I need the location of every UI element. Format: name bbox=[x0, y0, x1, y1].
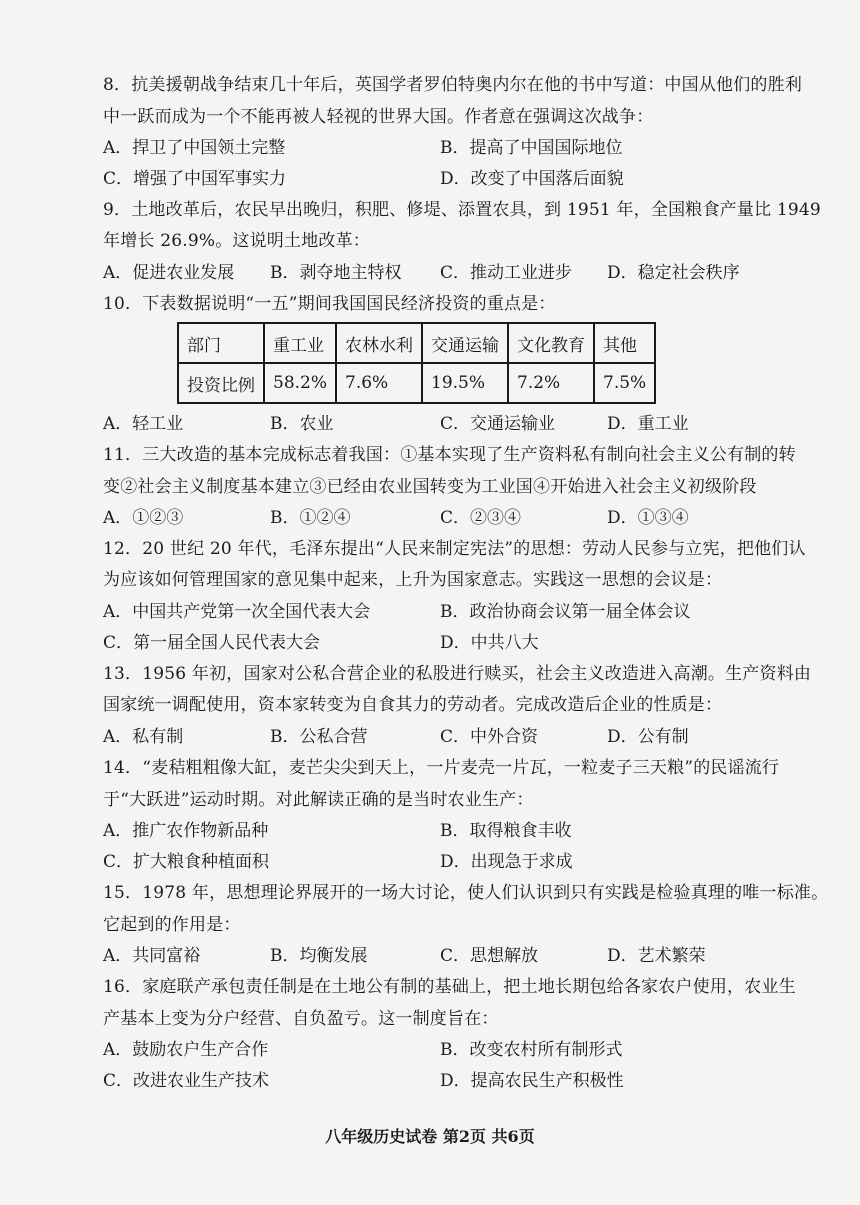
table-cell: 58.2% bbox=[264, 363, 336, 403]
table-cell: 部门 bbox=[178, 323, 264, 363]
question-12-option-c: C．第一届全国人民代表大会 bbox=[103, 633, 321, 653]
question-16-option-c: C．改进农业生产技术 bbox=[103, 1071, 270, 1091]
question-11-option-b: B．①②④ bbox=[270, 508, 351, 528]
table-cell: 7.6% bbox=[336, 363, 422, 403]
question-9-line-2: 年增长 26.9%。这说明土地改革： bbox=[103, 231, 371, 251]
question-16-option-d: D．提高农民生产积极性 bbox=[440, 1071, 624, 1091]
question-9-line-1: 9．土地改革后，农民早出晚归，积肥、修堤、添置农具，到 1951 年，全国粮食产量比 1949 bbox=[103, 200, 821, 220]
table-cell: 7.5% bbox=[594, 363, 655, 403]
question-10-option-a: A．轻工业 bbox=[103, 414, 184, 434]
question-14-line-1: 14．“麦秸粗粗像大缸，麦芒尖尖到天上，一片麦壳一片瓦，一粒麦子三天粮”的民谣流行 bbox=[103, 758, 780, 778]
question-11-option-a: A．①②③ bbox=[103, 508, 184, 528]
question-15-option-a: A．共同富裕 bbox=[103, 946, 201, 966]
question-11-option-d: D．①③④ bbox=[607, 508, 689, 528]
table-cell: 交通运输 bbox=[422, 323, 508, 363]
question-14-option-d: D．出现急于求成 bbox=[440, 852, 573, 872]
table-row bbox=[178, 363, 655, 403]
question-13-line-1: 13．1956 年初，国家对公私合营企业的私股进行赎买，社会主义改造进入高潮。生产资料由 bbox=[103, 664, 812, 684]
table-cell: 重工业 bbox=[264, 323, 336, 363]
question-12-option-b: B．政治协商会议第一届全体会议 bbox=[440, 602, 691, 622]
table-cell: 投资比例 bbox=[178, 363, 264, 403]
question-16-line-2: 产基本上变为分户经营、自负盈亏。这一制度旨在： bbox=[103, 1009, 499, 1029]
question-15-line-2: 它起到的作用是： bbox=[103, 915, 241, 935]
question-8-line-2: 中一跃而成为一个不能再被人轻视的世界大国。作者意在强调这次战争： bbox=[103, 107, 654, 127]
question-10-option-d: D．重工业 bbox=[607, 414, 689, 434]
question-14-option-a: A．推广农作物新品种 bbox=[103, 821, 269, 841]
question-12-line-1: 12．20 世纪 20 年代，毛泽东提出“人民来制定宪法”的思想：劳动人民参与立宪，把他们认 bbox=[103, 539, 806, 559]
question-12-line-2: 为应该如何管理国家的意见集中起来，上升为国家意志。实践这一思想的会议是： bbox=[103, 570, 723, 590]
question-16-option-a: A．鼓励农户生产合作 bbox=[103, 1040, 269, 1060]
question-11-option-c: C．②③④ bbox=[440, 508, 522, 528]
question-15-option-b: B．均衡发展 bbox=[270, 946, 368, 966]
table-cell: 其他 bbox=[594, 323, 655, 363]
question-11-line-2: 变②社会主义制度基本建立③已经由农业国转变为工业国④开始进入社会主义初级阶段 bbox=[103, 477, 757, 497]
question-13-option-d: D．公有制 bbox=[607, 727, 689, 747]
question-9-option-b: B．剥夺地主特权 bbox=[270, 263, 402, 283]
table-cell: 19.5% bbox=[422, 363, 508, 403]
question-15-line-1: 15．1978 年，思想理论界展开的一场大讨论，使人们认识到只有实践是检验真理的唯一标准。 bbox=[103, 883, 829, 903]
question-8-line-1: 8．抗美援朝战争结束几十年后，英国学者罗伯特奥内尔在他的书中写道：中国从他们的胜利 bbox=[103, 75, 803, 95]
table-cell: 文化教育 bbox=[508, 323, 594, 363]
question-9-option-c: C．推动工业进步 bbox=[440, 263, 573, 283]
table-cell: 农林水利 bbox=[336, 323, 422, 363]
question-13-option-a: A．私有制 bbox=[103, 727, 184, 747]
question-14-line-2: 于“大跃进”运动时期。对此解读正确的是当时农业生产： bbox=[103, 790, 534, 810]
question-14-option-b: B．取得粮食丰收 bbox=[440, 821, 572, 841]
question-10-line-1: 10．下表数据说明“一五”期间我国国民经济投资的重点是： bbox=[103, 294, 556, 314]
question-12-option-a: A．中国共产党第一次全国代表大会 bbox=[103, 602, 371, 622]
investment-table bbox=[177, 322, 656, 404]
question-16-line-1: 16．家庭联产承包责任制是在土地公有制的基础上，把土地长期包给各家农户使用，农业生 bbox=[103, 977, 796, 997]
question-13-line-2: 国家统一调配使用，资本家转变为自食其力的劳动者。完成改造后企业的性质是： bbox=[103, 695, 723, 715]
question-9-option-a: A．促进农业发展 bbox=[103, 263, 235, 283]
question-13-option-c: C．中外合资 bbox=[440, 727, 539, 747]
question-8-option-b: B．提高了中国国际地位 bbox=[440, 138, 623, 158]
question-16-option-b: B．改变农村所有制形式 bbox=[440, 1040, 623, 1060]
question-15-option-d: D．艺术繁荣 bbox=[607, 946, 706, 966]
question-10-option-b: B．农业 bbox=[270, 414, 334, 434]
question-12-option-d: D．中共八大 bbox=[440, 633, 539, 653]
question-14-option-c: C．扩大粮食种植面积 bbox=[103, 852, 270, 872]
question-11-line-1: 11．三大改造的基本完成标志着我国：①基本实现了生产资料私有制向社会主义公有制的转 bbox=[103, 445, 796, 465]
question-9-option-d: D．稳定社会秩序 bbox=[607, 263, 740, 283]
page-footer: 八年级历史试卷 第2页 共6页 bbox=[325, 1127, 535, 1146]
question-15-option-c: C．思想解放 bbox=[440, 946, 539, 966]
question-8-option-c: C．增强了中国军事实力 bbox=[103, 169, 287, 189]
question-13-option-b: B．公私合营 bbox=[270, 727, 368, 747]
question-8-option-a: A．捍卫了中国领土完整 bbox=[103, 138, 286, 158]
question-8-option-d: D．改变了中国落后面貌 bbox=[440, 169, 624, 189]
table-header-row bbox=[178, 323, 655, 363]
question-10-option-c: C．交通运输业 bbox=[440, 414, 556, 434]
table-cell: 7.2% bbox=[508, 363, 594, 403]
